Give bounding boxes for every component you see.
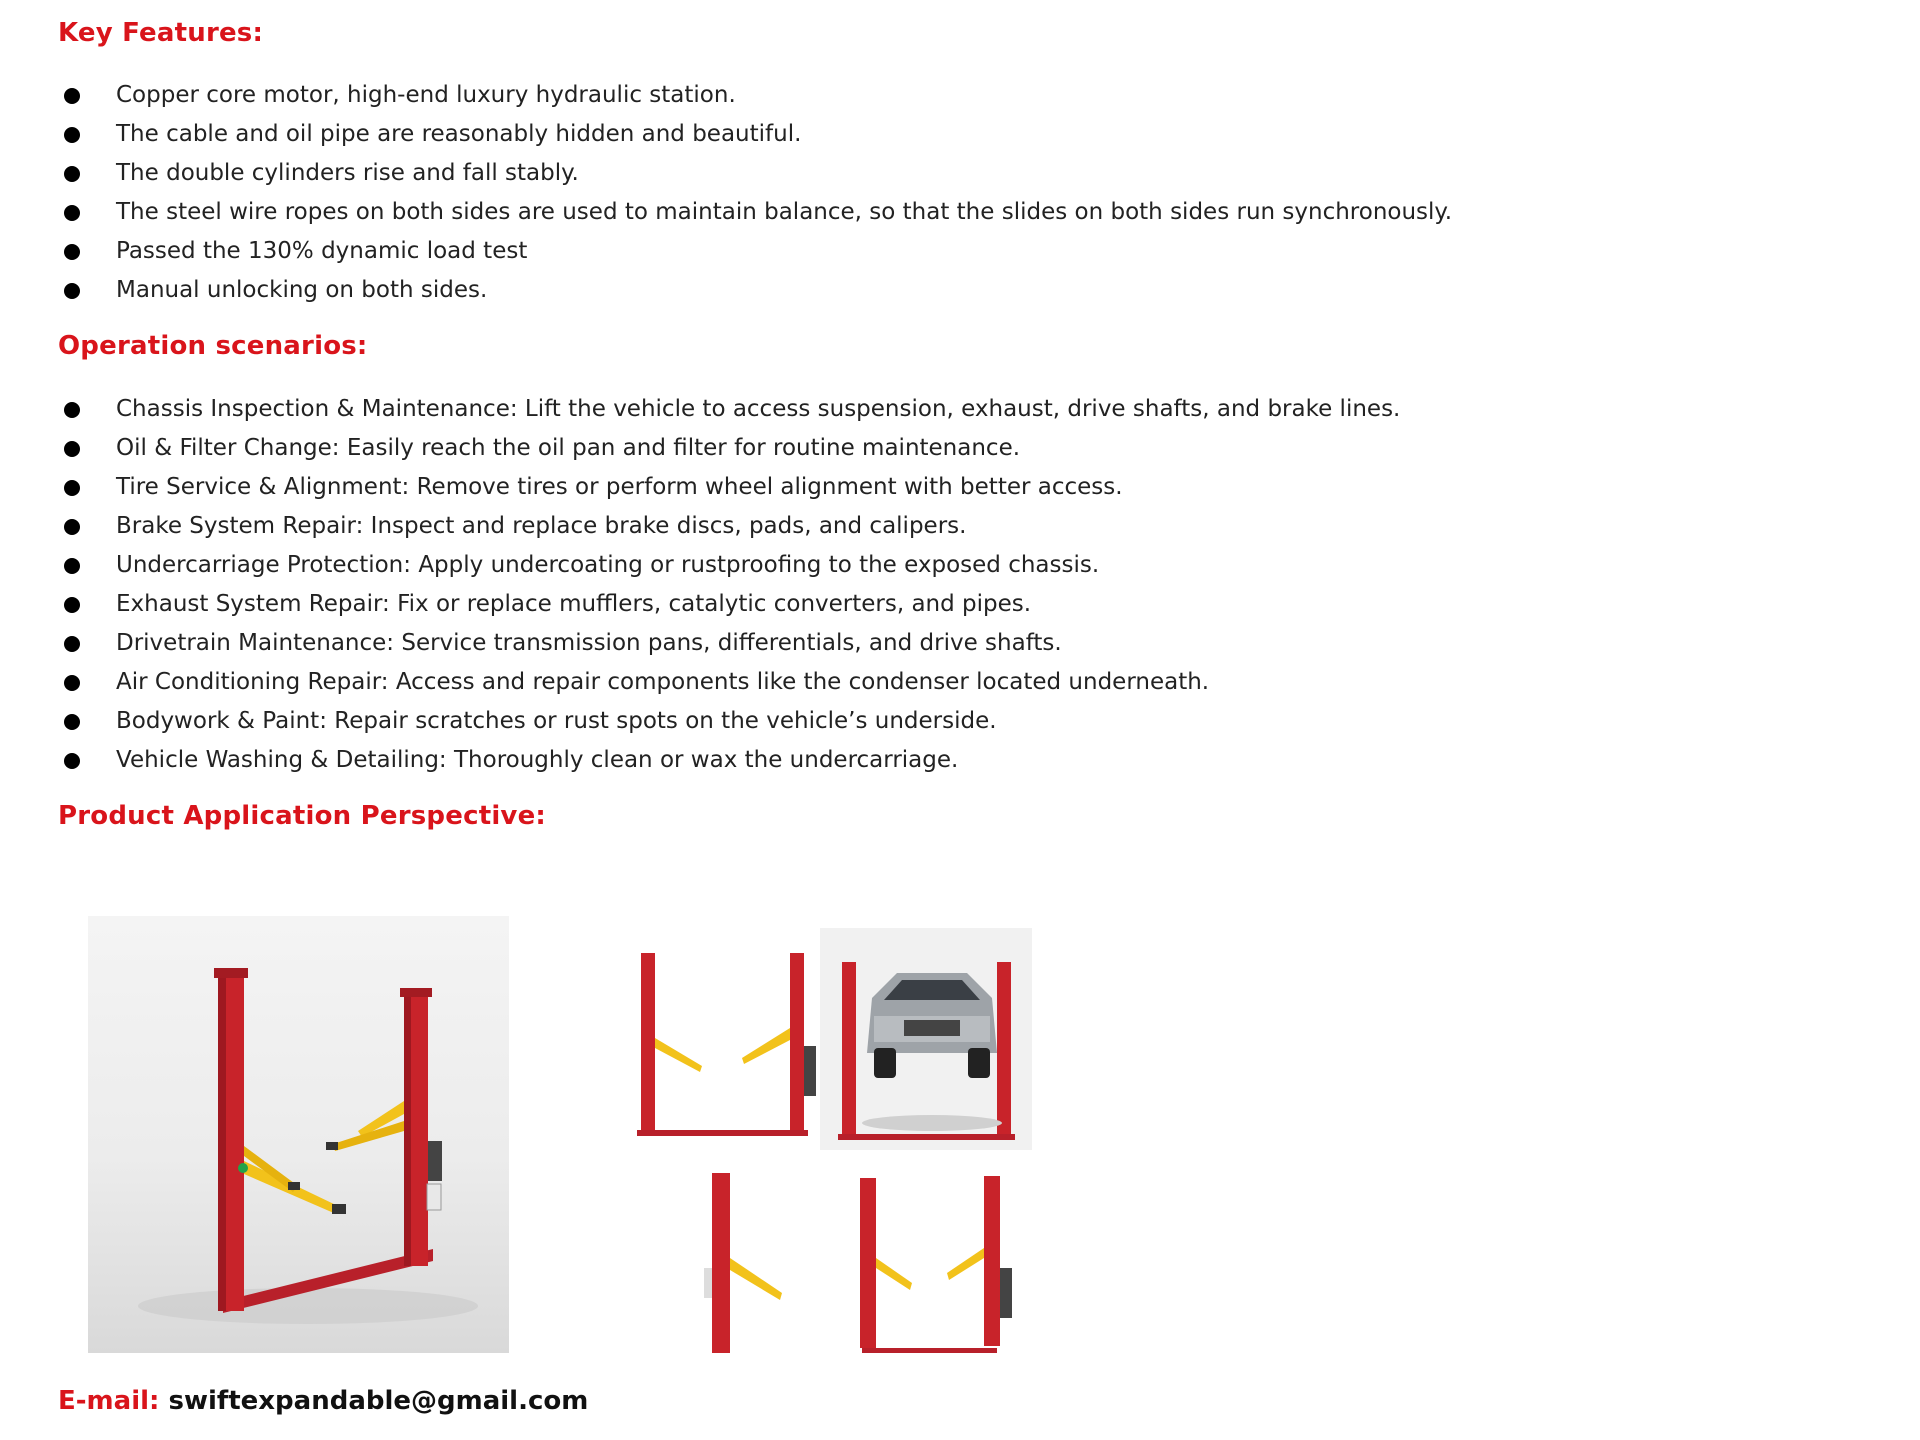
list-item-text: Air Conditioning Repair: Access and repair components like the condenser located underneath. [116, 669, 1210, 695]
bullet-icon [64, 88, 80, 104]
list-item-text: Vehicle Washing & Detailing: Thoroughly clean or wax the undercarriage. [116, 747, 959, 773]
list-item [58, 193, 1452, 232]
bullet-icon [64, 402, 80, 418]
list-item-text: Undercarriage Protection: Apply undercoating or rustproofing to the exposed chassis. [116, 552, 1100, 578]
bullet-icon [64, 753, 80, 769]
list-item-text: Passed the 130% dynamic load test [116, 238, 528, 264]
list-item [58, 154, 1452, 193]
list-item [58, 115, 1452, 154]
lift-photo-collage [612, 928, 1032, 1353]
list-item-text: Tire Service & Alignment: Remove tires or perform wheel alignment with better access. [116, 474, 1123, 500]
bullet-icon [64, 244, 80, 260]
contact-email-line [58, 1386, 588, 1416]
list-item [58, 507, 1400, 546]
list-item-text: Chassis Inspection & Maintenance: Lift the vehicle to access suspension, exhaust, drive shafts, and brake lines. [116, 396, 1401, 422]
bullet-icon [64, 519, 80, 535]
list-item [58, 741, 1400, 780]
list-item-text: Oil & Filter Change: Easily reach the oil pan and filter for routine maintenance. [116, 435, 1021, 461]
two-post-lift-collage-image [612, 928, 1032, 1353]
list-item [58, 271, 1452, 310]
list-item-text: Drivetrain Maintenance: Service transmission pans, differentials, and drive shafts. [116, 630, 1062, 656]
bullet-icon [64, 714, 80, 730]
bullet-icon [64, 636, 80, 652]
bullet-icon [64, 283, 80, 299]
key-features-list [58, 76, 1452, 310]
bullet-icon [64, 597, 80, 613]
list-item-text: Manual unlocking on both sides. [116, 277, 488, 303]
list-item [58, 663, 1400, 702]
list-item [58, 624, 1400, 663]
list-item [58, 468, 1400, 507]
two-post-lift-image [88, 916, 509, 1353]
list-item [58, 390, 1400, 429]
list-item [58, 585, 1400, 624]
bullet-icon [64, 480, 80, 496]
list-item [58, 702, 1400, 741]
list-item-text: The cable and oil pipe are reasonably hidden and beautiful. [116, 121, 802, 147]
operation-scenarios-heading: Operation scenarios: [58, 331, 368, 361]
list-item [58, 429, 1400, 468]
operation-scenarios-list [58, 390, 1400, 780]
list-item-text: Brake System Repair: Inspect and replace brake discs, pads, and calipers. [116, 513, 967, 539]
key-features-heading: Key Features: [58, 18, 264, 48]
bullet-icon [64, 441, 80, 457]
lift-photo-main [88, 916, 509, 1353]
bullet-icon [64, 675, 80, 691]
bullet-icon [64, 166, 80, 182]
list-item [58, 232, 1452, 271]
list-item-text: Copper core motor, high-end luxury hydraulic station. [116, 82, 736, 108]
list-item-text: Bodywork & Paint: Repair scratches or rust spots on the vehicle’s underside. [116, 708, 997, 734]
list-item-text: The double cylinders rise and fall stably. [116, 160, 579, 186]
bullet-icon [64, 127, 80, 143]
collage-lift-top-right [820, 928, 1032, 1150]
email-link[interactable]: swiftexpandable@gmail.com [168, 1386, 589, 1416]
product-application-heading: Product Application Perspective: [58, 801, 547, 831]
list-item [58, 76, 1452, 115]
list-item [58, 546, 1400, 585]
list-item-text: The steel wire ropes on both sides are used to maintain balance, so that the slides on both sides run synchronously. [116, 199, 1453, 225]
list-item-text: Exhaust System Repair: Fix or replace mufflers, catalytic converters, and pipes. [116, 591, 1032, 617]
bullet-icon [64, 205, 80, 221]
email-label: E-mail: [58, 1386, 160, 1416]
bullet-icon [64, 558, 80, 574]
